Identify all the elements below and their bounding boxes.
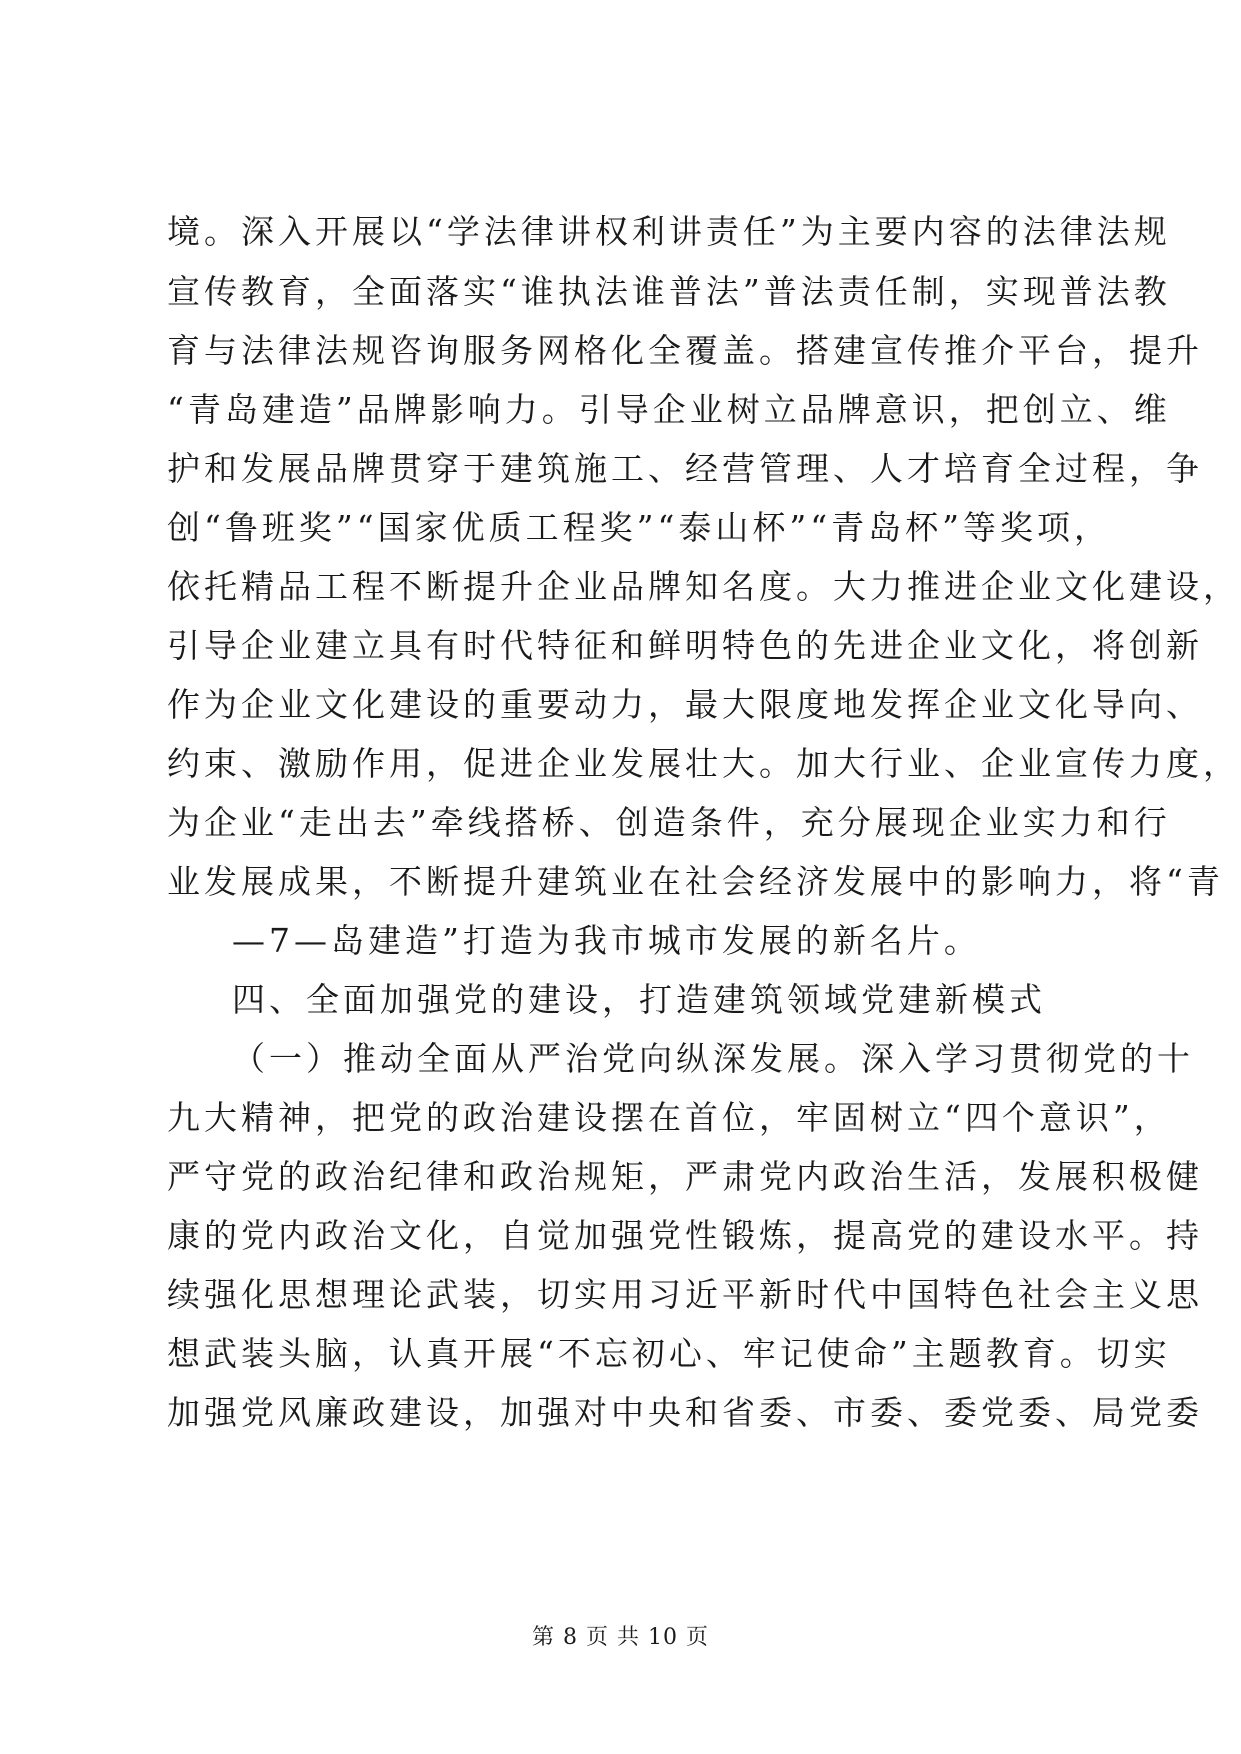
body-line: 育与法律法规咨询服务网格化全覆盖。搭建宣传推介平台，提升	[167, 331, 1203, 370]
body-line: “青岛建造”品牌影响力。引导企业树立品牌意识，把创立、维	[167, 390, 1171, 429]
body-line: 想武装头脑，认真开展“不忘初心、牢记使命”主题教育。切实	[167, 1334, 1171, 1373]
section-heading: 四、全面加强党的建设，打造建筑领域党建新模式	[232, 980, 1046, 1019]
body-line: 康的党内政治文化，自觉加强党性锻炼，提高党的建设水平。持	[167, 1216, 1203, 1255]
body-line: 加强党风廉政建设，加强对中央和省委、市委、委党委、局党委	[167, 1393, 1203, 1432]
body-line: 引导企业建立具有时代特征和鲜明特色的先进企业文化，将创新	[167, 626, 1203, 665]
body-line: 宣传教育，全面落实“谁执法谁普法”普法责任制，实现普法教	[167, 272, 1171, 311]
body-line: 为企业“走出去”牵线搭桥、创造条件，充分展现企业实力和行	[167, 803, 1171, 842]
body-line: 作为企业文化建设的重要动力，最大限度地发挥企业文化导向、	[167, 685, 1203, 724]
subsection-heading-line: （一）推动全面从严治党向纵深发展。深入学习贯彻党的十	[232, 1039, 1194, 1078]
body-line: 依托精品工程不断提升企业品牌知名度。大力推进企业文化建设，	[167, 567, 1240, 606]
body-line: 业发展成果，不断提升建筑业在社会经济发展中的影响力，将“青	[167, 862, 1224, 901]
body-line: —7—岛建造”打造为我市城市发展的新名片。	[232, 921, 981, 960]
body-line: 境。深入开展以“学法律讲权利讲责任”为主要内容的法律法规	[167, 212, 1171, 251]
body-line: 约束、激励作用，促进企业发展壮大。加大行业、企业宣传力度，	[167, 744, 1240, 783]
body-line: 续强化思想理论武装，切实用习近平新时代中国特色社会主义思	[167, 1275, 1203, 1314]
body-line: 严守党的政治纪律和政治规矩，严肃党内政治生活，发展积极健	[167, 1157, 1203, 1196]
page-number-footer: 第 8 页 共 10 页	[532, 1625, 709, 1650]
body-line: 护和发展品牌贯穿于建筑施工、经营管理、人才培育全过程，争	[167, 449, 1203, 488]
body-line: 九大精神，把党的政治建设摆在首位，牢固树立“四个意识”，	[167, 1098, 1171, 1137]
body-line: 创“鲁班奖”“国家优质工程奖”“泰山杯”“青岛杯”等奖项，	[167, 508, 1111, 547]
